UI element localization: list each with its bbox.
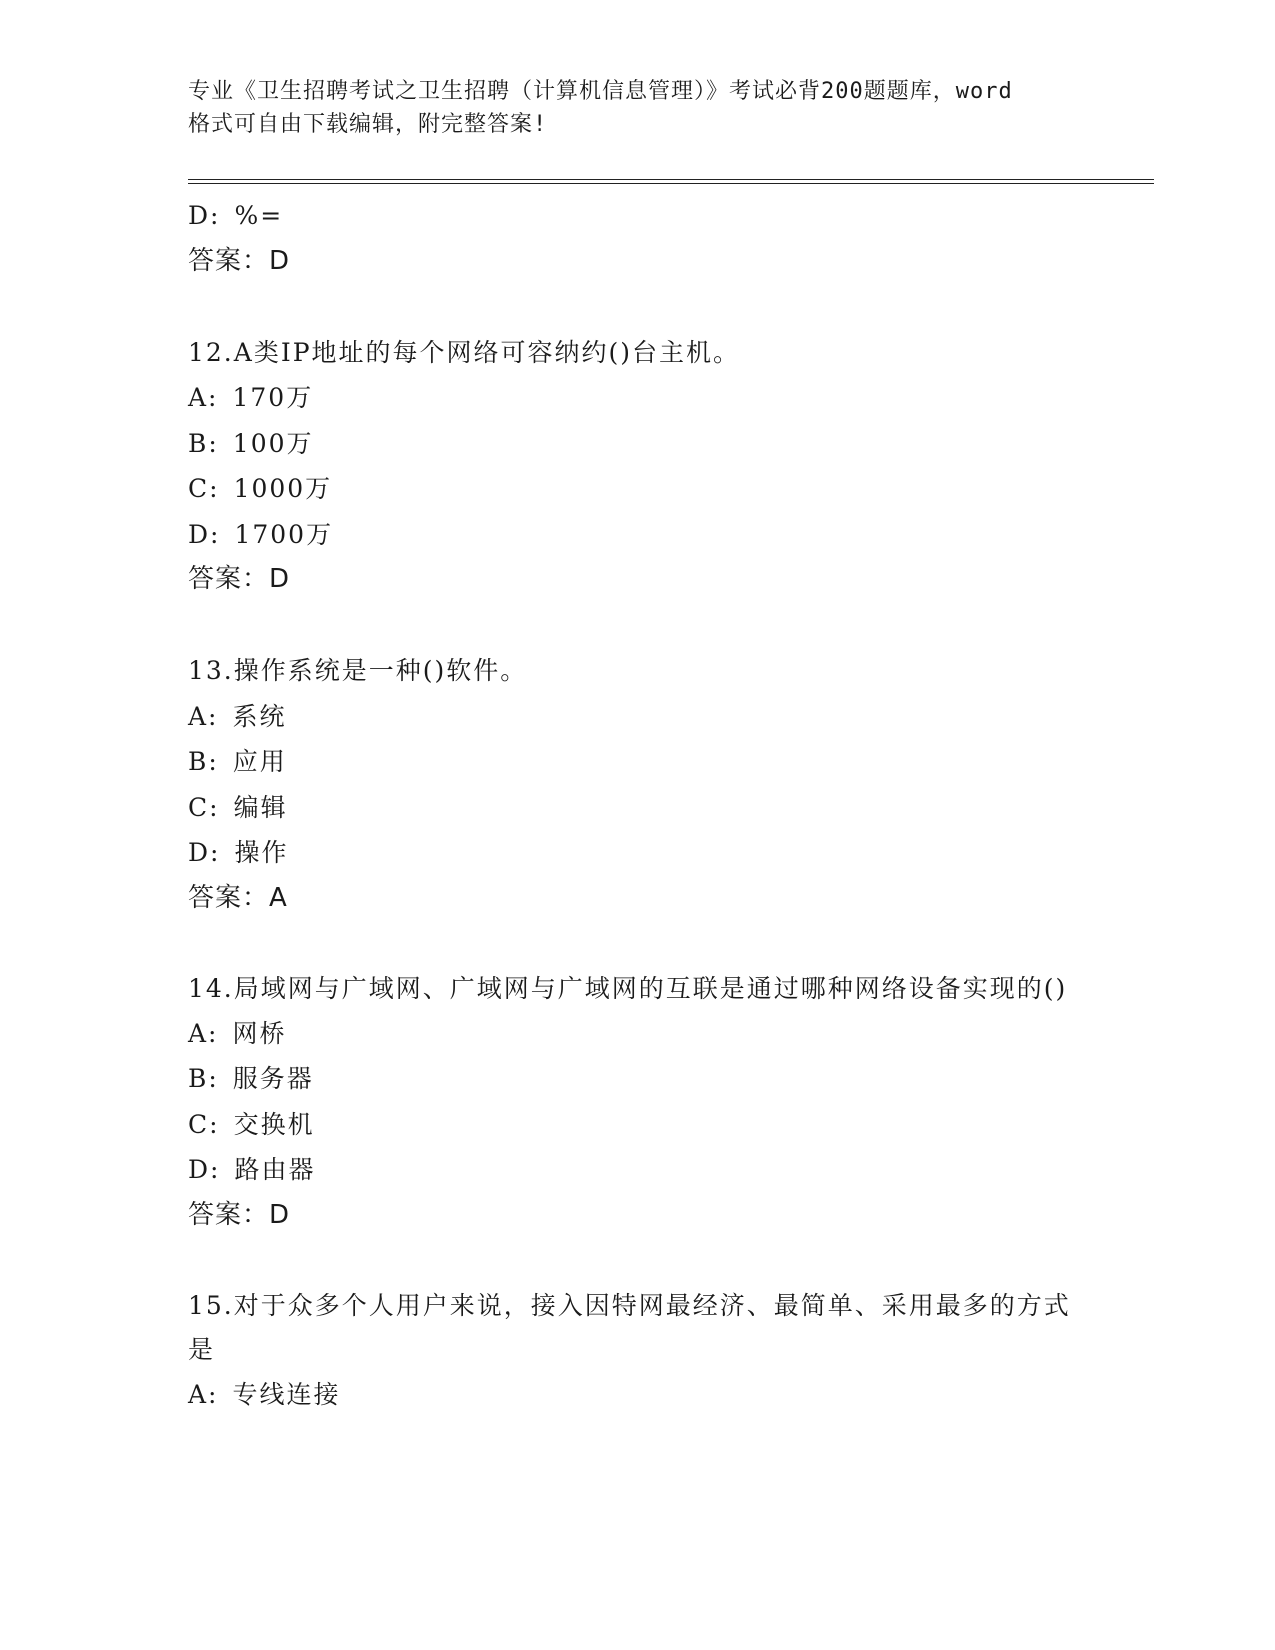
question-13-answer: 答案：A	[188, 882, 288, 913]
question-12-option-b	[188, 421, 1088, 467]
option-label: B:	[188, 1064, 219, 1093]
question-12-answer: 答案：D	[188, 564, 291, 594]
option-text: 操作	[234, 838, 289, 867]
spacer	[188, 921, 1088, 967]
option-label: B:	[188, 747, 219, 776]
question-15-option-a	[188, 1372, 1088, 1418]
question-12-option-d	[188, 512, 1088, 558]
option-label: A:	[188, 701, 219, 731]
question-14-option-a	[188, 1011, 1088, 1057]
option-label: A:	[188, 1018, 219, 1048]
question-13-option-d	[188, 830, 1088, 876]
option-text: 170万	[232, 383, 314, 412]
option-text: 交换机	[233, 1109, 315, 1139]
header-line-2: 格式可自由下载编辑，附完整答案!	[188, 112, 548, 137]
spacer	[188, 284, 1088, 330]
option-text: 专线连接	[232, 1379, 341, 1409]
question-15-stem: 15.对于众多个人用户来说，接入因特网最经济、最简单、采用最多的方式是	[188, 1290, 1071, 1364]
question-14-answer: 答案：D	[188, 1199, 291, 1230]
spacer	[188, 1238, 1088, 1284]
option-label: D:	[188, 1155, 221, 1184]
question-13-option-b	[188, 739, 1088, 785]
option-label: D:	[188, 838, 221, 867]
question-14-option-c	[188, 1102, 1088, 1148]
option-text: 1000万	[233, 474, 333, 503]
option-label: C:	[188, 1109, 220, 1139]
document-header	[188, 75, 1108, 141]
question-13-stem: 13.操作系统是一种()软件。	[188, 656, 528, 685]
option-text: 1700万	[234, 519, 334, 549]
option-label: D:	[188, 201, 221, 230]
option-text: %=	[234, 201, 284, 230]
option-text: 网桥	[232, 1018, 287, 1048]
option-label: A:	[188, 1379, 219, 1409]
prev-question-option-d	[188, 193, 1088, 239]
option-label: D:	[188, 519, 221, 549]
option-label: C:	[188, 474, 220, 503]
header-divider-top	[188, 179, 1154, 180]
option-label: C:	[188, 792, 220, 822]
option-text: 100万	[232, 428, 314, 458]
question-list	[188, 193, 1088, 1417]
option-label: B:	[188, 428, 219, 458]
option-text: 服务器	[232, 1064, 314, 1093]
question-14-option-b	[188, 1056, 1088, 1102]
spacer	[188, 603, 1088, 649]
header-divider-bottom	[188, 183, 1154, 184]
prev-question-answer: 答案：D	[188, 245, 291, 276]
question-12-option-c	[188, 466, 1088, 512]
question-13-option-a	[188, 694, 1088, 740]
option-text: 编辑	[233, 792, 288, 822]
header-line-1: 专业《卫生招聘考试之卫生招聘（计算机信息管理）》考试必背200题题库，word	[188, 79, 1013, 104]
question-12-stem: 12.A类IP地址的每个网络可容纳约()台主机。	[188, 337, 741, 367]
option-text: 路由器	[234, 1155, 316, 1184]
question-12-option-a	[188, 375, 1088, 421]
question-14-option-d	[188, 1147, 1088, 1193]
option-text: 系统	[232, 701, 287, 731]
option-label: A:	[188, 383, 219, 412]
question-13-option-c	[188, 785, 1088, 831]
question-14-stem: 14.局域网与广域网、广域网与广域网的互联是通过哪种网络设备实现的()	[188, 973, 1068, 1003]
option-text: 应用	[232, 747, 287, 776]
